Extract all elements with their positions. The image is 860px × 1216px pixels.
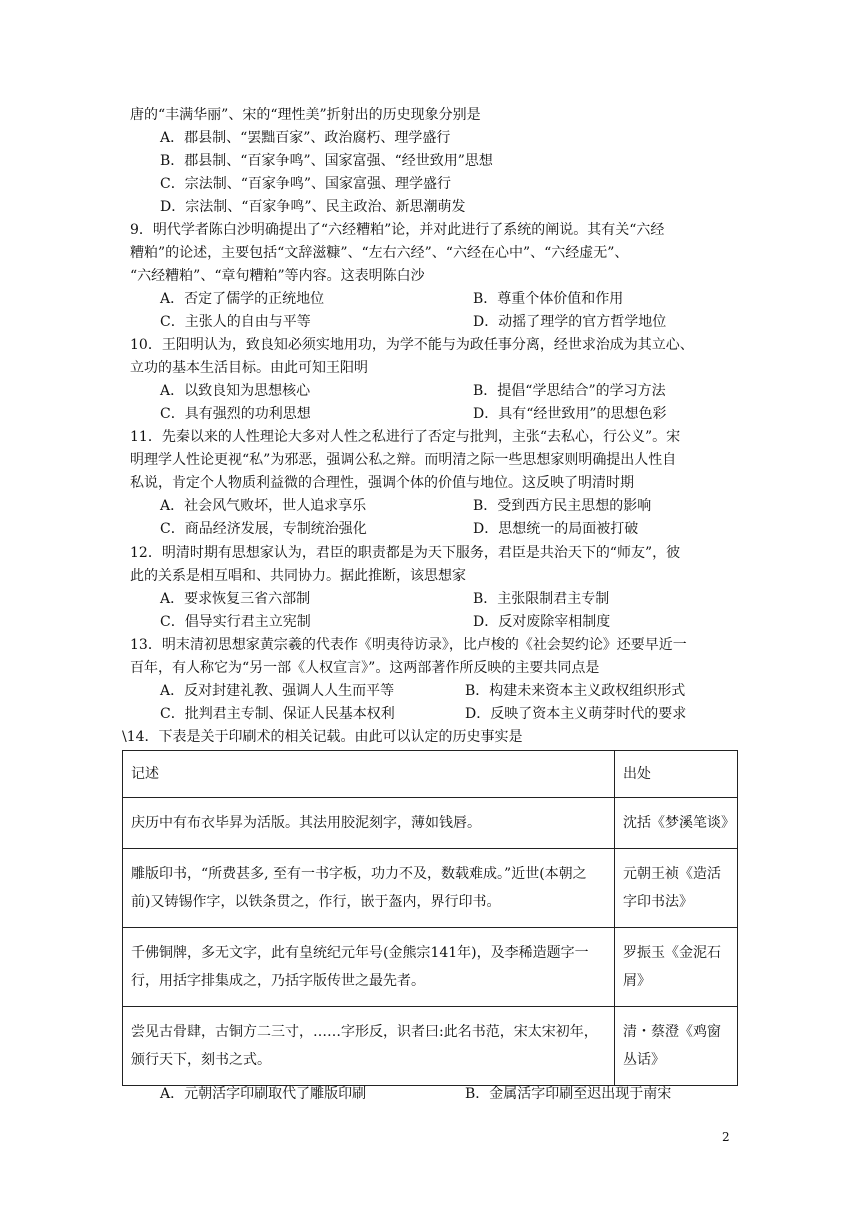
q13-stem-line1: 13．明末清初思想家黄宗羲的代表作《明夷待访录》，比卢梭的《社会契约论》还要早近一 bbox=[130, 637, 687, 653]
q9-option-a: A．否定了儒学的正统地位 bbox=[160, 291, 325, 307]
table-row bbox=[123, 1007, 738, 1086]
record-text: 雕版印书，“所费甚多, 至有一书字板，功力不及，数载难成。”近世(本朝之前)又铸锡作字，以铁条贯之，作行，嵌于盔内，界行印书。 bbox=[123, 849, 615, 928]
q12-stem-line1: 12．明清时期有思想家认为，君臣的职责都是为天下服务，君臣是共治天下的“师友”，彼 bbox=[130, 545, 681, 561]
q12-stem-line2: 此的关系是相互唱和、共同协力。据此推断，该思想家 bbox=[130, 568, 466, 584]
q10-option-d: D．具有“经世致用”的思想色彩 bbox=[473, 406, 667, 422]
q8-option-a: A．郡县制、“罢黜百家”、政治腐朽、理学盛行 bbox=[160, 130, 451, 146]
header-record: 记述 bbox=[123, 751, 615, 798]
q10-stem-line2: 立功的基本生活目标。由此可知王阳明 bbox=[130, 360, 368, 376]
table-row bbox=[123, 849, 738, 928]
q9-stem-line3: “六经糟粕”、“章句糟粕”等内容。这表明陈白沙 bbox=[130, 268, 425, 284]
q9-stem-line2: 糟粕”的论述，主要包括“文辞滋糠”、“左右六经”、“六经在心中”、“六经虚无”、 bbox=[130, 245, 629, 261]
q13-option-c: C．批判君主专制、保证人民基本权利 bbox=[160, 706, 395, 722]
table-row bbox=[123, 928, 738, 1007]
record-text: 庆历中有布衣毕昇为活版。其法用胶泥刻字，薄如钱唇。 bbox=[123, 798, 615, 849]
table-header-row bbox=[123, 751, 738, 798]
q11-stem-line3: 私说，肯定个人物质利益微的合理性，强调个体的价值与地位。这反映了明清时期 bbox=[130, 475, 634, 491]
q13-option-a: A．反对封建礼教、强调人人生而平等 bbox=[160, 683, 395, 699]
q10-option-a: A．以致良知为思想核心 bbox=[160, 383, 311, 399]
q9-option-c: C．主张人的自由与平等 bbox=[160, 314, 311, 330]
q12-option-a: A．要求恢复三省六部制 bbox=[160, 591, 311, 607]
printing-records-table bbox=[122, 750, 738, 1086]
q12-option-d: D．反对废除宰相制度 bbox=[473, 614, 611, 630]
q14-option-b: B．金属活字印刷至迟出现于南宋 bbox=[465, 1086, 672, 1102]
q12-option-b: B．主张限制君主专制 bbox=[473, 591, 610, 607]
q8-option-c: C．宗法制、“百家争鸣”、国家富强、理学盛行 bbox=[160, 176, 452, 192]
q11-stem-line1: 11．先秦以来的人性理论大多对人性之私进行了否定与批判，主张“去私心，行公义”。宋 bbox=[130, 429, 681, 445]
q10-option-c: C．具有强烈的功利思想 bbox=[160, 406, 311, 422]
q8-option-d: D．宗法制、“百家争鸣”、民主政治、新思潮萌发 bbox=[160, 199, 466, 215]
q13-option-d: D．反映了资本主义萌芽时代的要求 bbox=[465, 706, 687, 722]
q13-option-b: B．构建未来资本主义政权组织形式 bbox=[465, 683, 686, 699]
table-row bbox=[123, 798, 738, 849]
record-text: 千佛铜牌，多无文字，此有皇统纪元年号(金熊宗141年)，及李稀造题字一行，用括字排集成之，乃括字版传世之最先者。 bbox=[123, 928, 615, 1007]
q14-stem: \14．下表是关于印刷术的相关记载。由此可以认定的历史事实是 bbox=[122, 729, 523, 745]
record-text: 尝见古骨肆，古铜方二三寸，……字形反，识者曰:此名书范，宋太宋初年，颁行天下，刻书之式。 bbox=[123, 1007, 615, 1086]
q9-option-d: D．动摇了理学的官方哲学地位 bbox=[473, 314, 667, 330]
q8-option-b: B．郡县制、“百家争鸣”、国家富强、“经世致用”思想 bbox=[160, 153, 493, 169]
q12-option-c: C．倡导实行君主立宪制 bbox=[160, 614, 311, 630]
q11-option-a: A．社会风气败坏，世人追求享乐 bbox=[160, 498, 367, 514]
q13-stem-line2: 百年，有人称它为“另一部《人权宣言》”。这两部著作所反映的主要共同点是 bbox=[130, 660, 600, 676]
header-source: 出处 bbox=[615, 751, 738, 798]
q9-option-b: B．尊重个体价值和作用 bbox=[473, 291, 624, 307]
record-source: 清・蔡澄《鸡窗丛话》 bbox=[615, 1007, 738, 1086]
page-number: 2 bbox=[722, 1130, 730, 1144]
record-source: 元朝王祯《造活字印书法》 bbox=[615, 849, 738, 928]
q10-stem-line1: 10．王阳明认为，致良知必须实地用功，为学不能与为政任事分离，经世求治成为其立心、 bbox=[130, 337, 694, 353]
q10-option-b: B．提倡“学思结合”的学习方法 bbox=[473, 383, 666, 399]
q11-option-c: C．商品经济发展，专制统治强化 bbox=[160, 521, 367, 537]
record-source: 罗振玉《金泥石屑》 bbox=[615, 928, 738, 1007]
q11-option-d: D．思想统一的局面被打破 bbox=[473, 521, 639, 537]
q14-option-a: A．元朝活字印刷取代了雕版印刷 bbox=[160, 1086, 367, 1102]
q11-option-b: B．受到西方民主思想的影响 bbox=[473, 498, 652, 514]
q8-stem: 唐的“丰满华丽”、宋的“理性美”折射出的历史现象分别是 bbox=[130, 107, 481, 123]
q11-stem-line2: 明理学人性论更视“私”为邪恶，强调公私之辩。而明清之际一些思想家则明确提出人性自 bbox=[130, 452, 677, 468]
record-source: 沈括《梦溪笔谈》 bbox=[615, 798, 738, 849]
q9-stem-line1: 9．明代学者陈白沙明确提出了“六经糟粕”论，并对此进行了系统的阐说。其有关“六经 bbox=[130, 222, 665, 238]
